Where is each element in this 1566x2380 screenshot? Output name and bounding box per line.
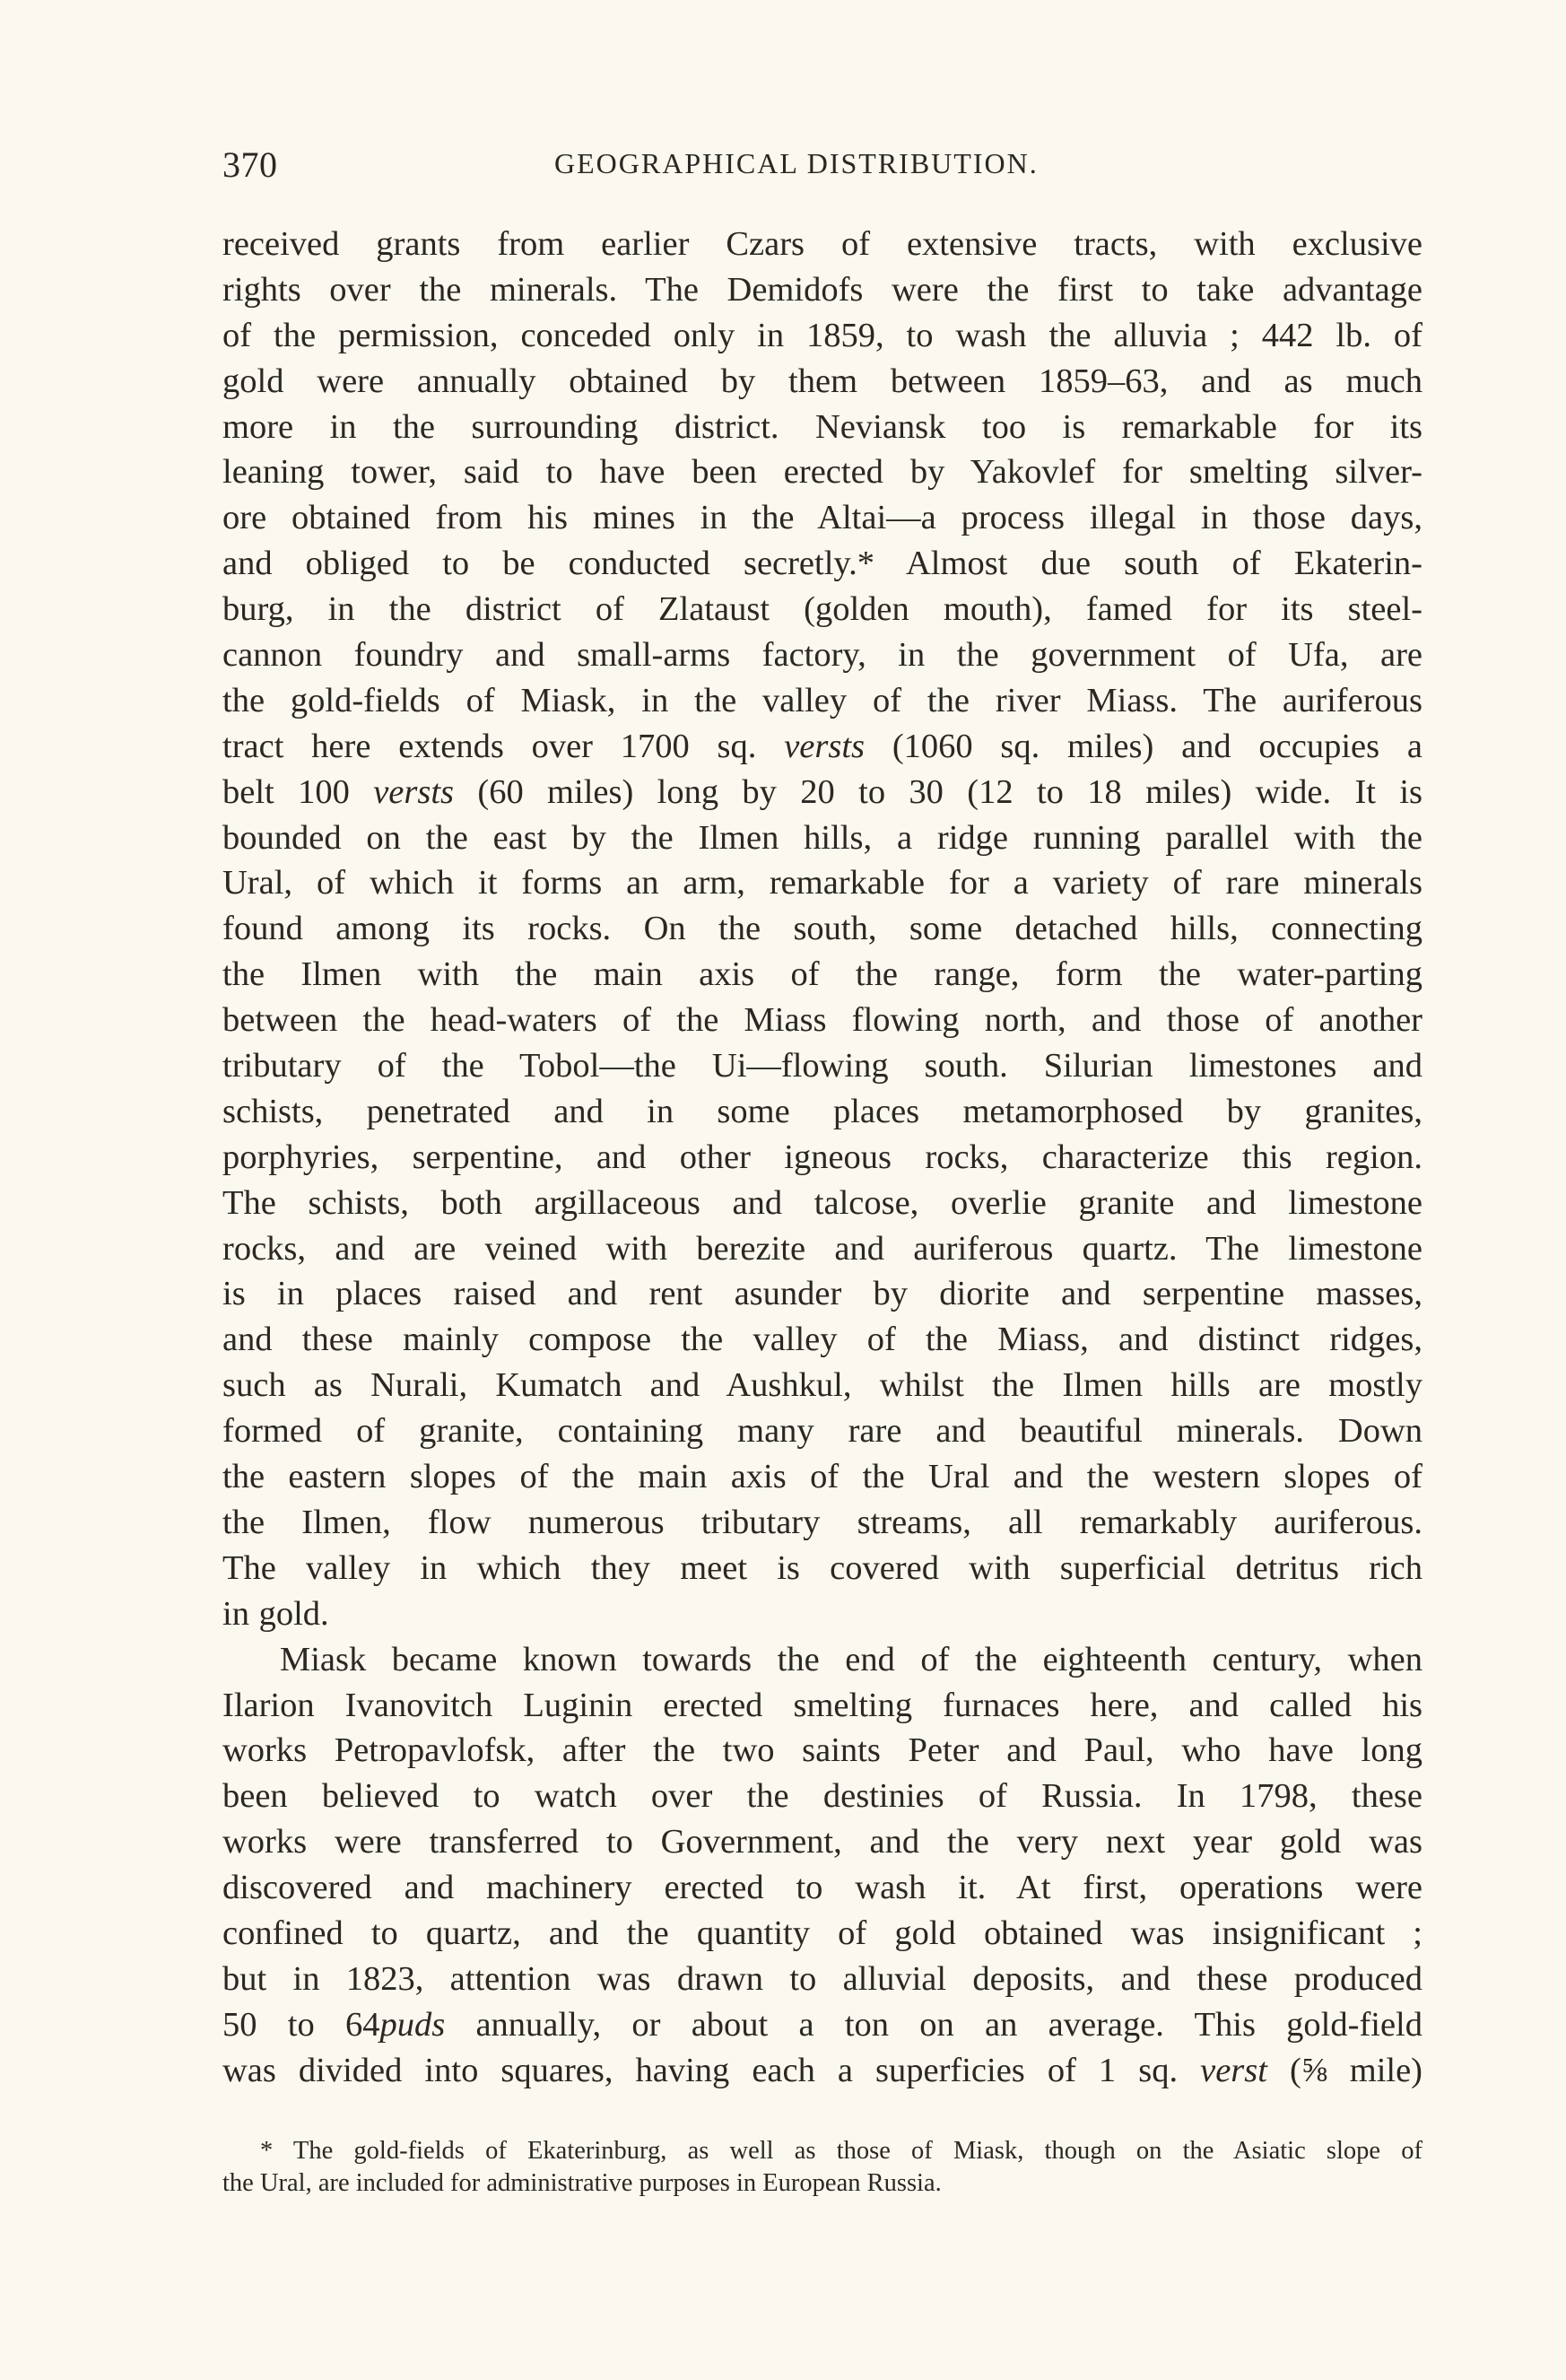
- text-line: burg, in the district of Zlataust (golden mouth), famed for its steel-: [222, 590, 1422, 629]
- text-line: schists, penetrated and in some places metamorphosed by granites,: [222, 1092, 1422, 1130]
- text-line: [222, 770, 1422, 815]
- text-segment: belt 100: [222, 772, 350, 811]
- text-line: Ilarion Ivanovitch Luginin erected smelting furnaces here, and called his: [222, 1686, 1422, 1724]
- text-line: received grants from earlier Czars of extensive tracts, with exclusive: [222, 225, 1422, 263]
- text-line: ore obtained from his mines in the Altai—a process illegal in those days,: [222, 499, 1422, 537]
- text-segment: (1060 sq. miles) and occupies a: [892, 727, 1422, 765]
- text-line: The valley in which they meet is covered with superficial detritus rich: [222, 1548, 1422, 1587]
- paragraph-1: [222, 222, 1422, 1637]
- text-segment: tract here extends over 1700 sq.: [222, 727, 757, 765]
- text-line: discovered and machinery erected to wash it. At first, operations were: [222, 1869, 1422, 1907]
- text-line: between the head-waters of the Miass flowing north, and those of another: [222, 1001, 1422, 1040]
- text-line: [222, 2002, 1422, 2048]
- text-line: [222, 2048, 1422, 2094]
- italic-term: versts: [784, 727, 866, 765]
- text-line: and these mainly compose the valley of the Miass, and distinct ridges,: [222, 1321, 1422, 1359]
- text-line: formed of granite, containing many rare and beautiful minerals. Down: [222, 1412, 1422, 1451]
- text-line: rights over the minerals. The Demidofs were the first to take advantage: [222, 270, 1422, 309]
- text-line: the Ilmen, flow numerous tributary streams, all remarkably auriferous.: [222, 1503, 1422, 1541]
- text-line: more in the surrounding district. Neviansk too is remarkable for its: [222, 407, 1422, 446]
- text-line: found among its rocks. On the south, some detached hills, connecting: [222, 910, 1422, 948]
- text-line: in gold.: [222, 1594, 329, 1633]
- text-segment: 50 to 64: [222, 2005, 380, 2044]
- text-line: such as Nurali, Kumatch and Aushkul, whilst the Ilmen hills are mostly: [222, 1366, 1422, 1405]
- text-line: confined to quartz, and the quantity of gold obtained was insignificant ;: [222, 1914, 1422, 1952]
- text-line: works Petropavlofsk, after the two saints Peter and Paul, who have long: [222, 1731, 1422, 1770]
- italic-term: versts: [373, 772, 455, 811]
- text-line: bounded on the east by the Ilmen hills, a ridge running parallel with the: [222, 818, 1422, 857]
- footnote-line: * The gold-fields of Ekaterinburg, as well as those of Miask, though on the Asiatic slope of: [260, 2137, 1422, 2165]
- text-line: tributary of the Tobol—the Ui—flowing south. Silurian limestones and: [222, 1047, 1422, 1085]
- text-line: gold were annually obtained by them between 1859–63, and as much: [222, 362, 1422, 400]
- text-line: is in places raised and rent asunder by diorite and serpentine masses,: [222, 1275, 1422, 1313]
- text-segment: (⅝ mile): [1290, 2051, 1423, 2089]
- body-text: [222, 222, 1422, 2094]
- text-line: but in 1823, attention was drawn to alluvial deposits, and these produced: [222, 1959, 1422, 1998]
- paragraph-2: [222, 1637, 1422, 2094]
- italic-term: puds: [379, 2005, 446, 2044]
- text-line: The schists, both argillaceous and talcose, overlie granite and limestone: [222, 1183, 1422, 1222]
- text-line: the Ilmen with the main axis of the range, form the water-parting: [222, 955, 1422, 994]
- page-number: 370: [222, 144, 278, 185]
- text-line: been believed to watch over the destinies of Russia. In 1798, these: [222, 1777, 1422, 1816]
- text-line: works were transferred to Government, and the very next year gold was: [222, 1823, 1422, 1861]
- text-segment: (60 miles) long by 20 to 30 (12 to 18 miles) wide. It is: [477, 772, 1423, 811]
- text-line: leaning tower, said to have been erected by Yakovlef for smelting silver-: [222, 453, 1422, 492]
- text-line: and obliged to be conducted secretly.* Almost due south of Ekaterin-: [222, 545, 1422, 583]
- text-line: rocks, and are veined with berezite and auriferous quartz. The limestone: [222, 1229, 1422, 1268]
- footnote-line: the Ural, are included for administrative purposes in European Russia.: [222, 2169, 942, 2197]
- text-segment: was divided into squares, having each a superficies of 1 sq.: [222, 2051, 1179, 2089]
- text-segment: annually, or about a ton on an average. This gold-field: [475, 2005, 1423, 2044]
- italic-term: verst: [1200, 2051, 1267, 2089]
- text-line: porphyries, serpentine, and other igneous rocks, characterize this region.: [222, 1138, 1422, 1176]
- text-line: the eastern slopes of the main axis of the Ural and the western slopes of: [222, 1458, 1422, 1496]
- running-head: GEOGRAPHICAL DISTRIBUTION.: [554, 147, 1039, 179]
- text-line: of the permission, conceded only in 1859, to wash the alluvia ; 442 lb. of: [222, 316, 1422, 354]
- footnote: [222, 2135, 1422, 2200]
- text-line: cannon foundry and small-arms factory, in the government of Ufa, are: [222, 636, 1422, 675]
- text-line: Ural, of which it forms an arm, remarkable for a variety of rare minerals: [222, 864, 1422, 902]
- page-header: [222, 144, 1424, 188]
- text-line: [222, 724, 1422, 770]
- text-line: the gold-fields of Miask, in the valley of the river Miass. The auriferous: [222, 681, 1422, 719]
- text-line: Miask became known towards the end of the eighteenth century, when: [280, 1640, 1422, 1678]
